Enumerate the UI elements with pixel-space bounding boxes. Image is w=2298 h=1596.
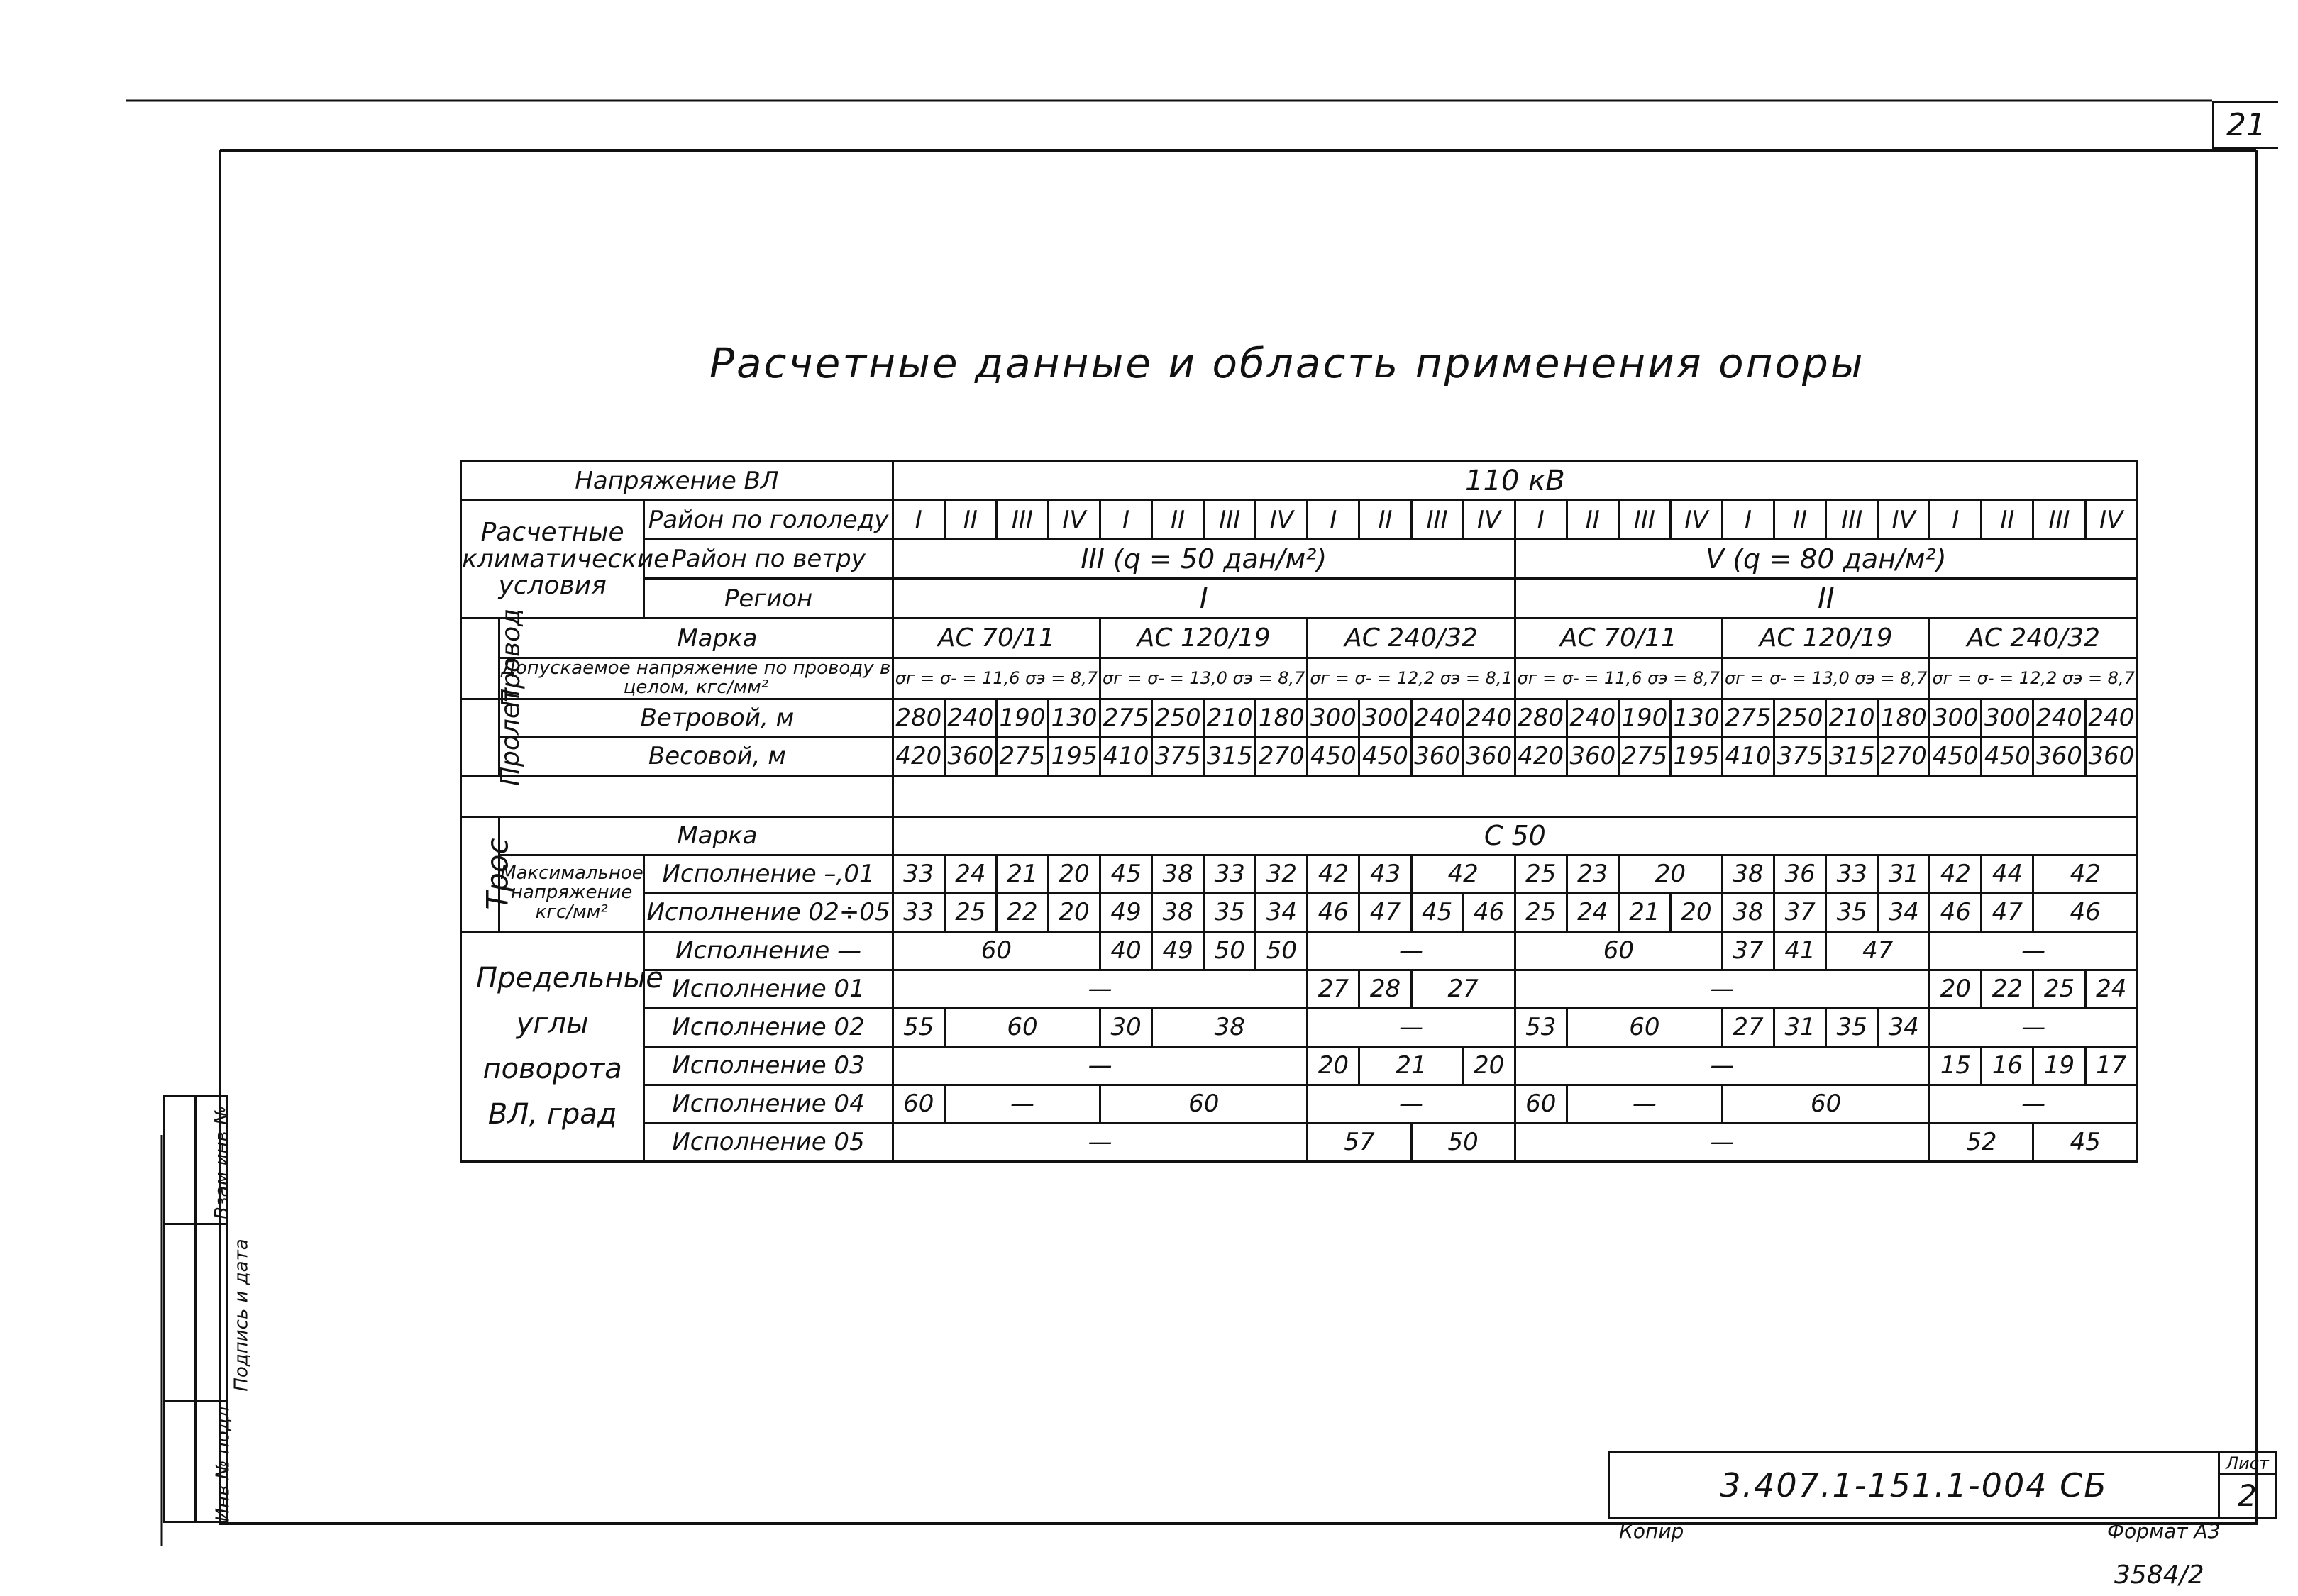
- angle-cell: 27: [1723, 1008, 1774, 1046]
- ice-region-cell: II: [1152, 501, 1204, 539]
- wire-mark: АС 120/19: [1100, 619, 1308, 658]
- region-1: I: [893, 579, 1515, 619]
- wind-region-1: III (q = 50 дан/м²): [893, 539, 1515, 579]
- exec-01-cell: 38: [1723, 855, 1774, 893]
- exec-02-cell: 22: [996, 893, 1048, 931]
- angle-cell: —: [893, 970, 1308, 1008]
- wind-span-cell: 240: [1463, 699, 1515, 737]
- wind-region-label: Район по ветру: [644, 539, 893, 579]
- exec-01-cell: 33: [1826, 855, 1878, 893]
- angle-cell: 60: [1723, 1085, 1930, 1123]
- side-cell: [196, 1224, 227, 1402]
- angle-row-label: Исполнение 02: [644, 1008, 893, 1046]
- exec-02-cell: 47: [1982, 893, 2033, 931]
- cable-mark-label: Марка: [499, 816, 893, 855]
- wire-label: Провод: [497, 609, 526, 709]
- exec-01-cell: 42: [1411, 855, 1515, 893]
- angle-cell: —: [944, 1085, 1100, 1123]
- exec-01-cell: 42: [1308, 855, 1359, 893]
- side-label: Инв № подл: [212, 1406, 234, 1522]
- ice-region-cell: I: [1515, 501, 1567, 539]
- weight-span-cell: 410: [1723, 737, 1774, 775]
- ice-region-cell: IV: [1048, 501, 1100, 539]
- angle-cell: 27: [1308, 970, 1359, 1008]
- exec-02-cell: 25: [1515, 893, 1567, 931]
- ice-region-cell: I: [1308, 501, 1359, 539]
- stress-label: Допускаемое напряжение по проводу в целом, кгс/мм²: [499, 658, 893, 699]
- angle-row-3: [461, 1046, 2138, 1085]
- weight-span-cell: 315: [1826, 737, 1878, 775]
- exec-01-cell: 42: [1930, 855, 1982, 893]
- angle-cell: 20: [1463, 1046, 1515, 1085]
- angle-cell: 50: [1204, 931, 1256, 970]
- angle-row-2: [461, 1008, 2138, 1046]
- doc-code: 3.407.1-151.1-004 СБ: [1609, 1453, 2219, 1518]
- ice-region-cell: I: [1100, 501, 1152, 539]
- wind-span-cell: 280: [1515, 699, 1567, 737]
- weight-span-cell: 450: [1359, 737, 1411, 775]
- exec-02-cell: 46: [1463, 893, 1515, 931]
- exec-01-cell: 36: [1774, 855, 1826, 893]
- angle-row-label: Исполнение —: [644, 931, 893, 970]
- ice-region-cell: II: [1567, 501, 1618, 539]
- weight-span-cell: 275: [1618, 737, 1670, 775]
- title-block: [1608, 1451, 2277, 1519]
- angle-cell: —: [893, 1123, 1308, 1161]
- angles-label: Предельные углы поворота ВЛ, град: [461, 931, 644, 1161]
- exec-02-cell: 20: [1048, 893, 1100, 931]
- angle-cell: 20: [1308, 1046, 1359, 1085]
- angle-cell: 50: [1411, 1123, 1515, 1161]
- wind-span-cell: 180: [1256, 699, 1308, 737]
- angle-cell: —: [1930, 1085, 2138, 1123]
- angle-cell: —: [1567, 1085, 1722, 1123]
- angle-cell: —: [1515, 970, 1930, 1008]
- wind-span-cell: 300: [1930, 699, 1982, 737]
- weight-span-cell: 360: [2033, 737, 2085, 775]
- angle-row-label: Исполнение 03: [644, 1046, 893, 1085]
- wire-mark-label: Марка: [499, 619, 893, 658]
- angle-row-0: [461, 931, 2138, 970]
- angle-cell: 60: [893, 931, 1100, 970]
- exec-02-cell: 20: [1670, 893, 1722, 931]
- cable-mark: С 50: [893, 816, 2137, 855]
- angle-cell: —: [1308, 1085, 1515, 1123]
- angle-cell: 24: [2085, 970, 2137, 1008]
- angle-cell: 47: [1826, 931, 1930, 970]
- ice-region-cell: III: [1204, 501, 1256, 539]
- ice-region-cell: III: [1618, 501, 1670, 539]
- ice-region-cell: II: [944, 501, 996, 539]
- exec-01-cell: 33: [1204, 855, 1256, 893]
- exec-02-cell: 37: [1774, 893, 1826, 931]
- wire-mark-row: [461, 619, 2138, 658]
- weight-span-cell: 270: [1878, 737, 1930, 775]
- angle-cell: 25: [2033, 970, 2085, 1008]
- exec-02-cell: 35: [1826, 893, 1878, 931]
- weight-span-cell: 360: [944, 737, 996, 775]
- stress-value: σг = σ- = 13,0 σэ = 8,7: [1723, 658, 1930, 699]
- side-cell: [165, 1402, 234, 1522]
- wind-span-label: Ветровой, м: [499, 699, 893, 737]
- wire-mark: АС 70/11: [1515, 619, 1722, 658]
- exec-01-cell: 38: [1152, 855, 1204, 893]
- ice-region-cell: I: [1930, 501, 1982, 539]
- stress-value: σг = σ- = 11,6 σэ = 8,7: [1515, 658, 1722, 699]
- max-stress-label: Максимальное напряжение кгс/мм²: [499, 855, 644, 931]
- stress-value: σг = σ- = 12,2 σэ = 8,7: [1930, 658, 2138, 699]
- side-label: Подпись и дата: [231, 1238, 253, 1392]
- angle-cell: 60: [1515, 931, 1722, 970]
- stress-value: σг = σ- = 12,2 σэ = 8,1: [1308, 658, 1515, 699]
- exec-02-cell: 35: [1204, 893, 1256, 931]
- exec-02-cell: 38: [1723, 893, 1774, 931]
- weight-span-cell: 420: [1515, 737, 1567, 775]
- wind-span-cell: 240: [2085, 699, 2137, 737]
- exec-01-row: [461, 855, 2138, 893]
- wind-span-cell: 300: [1982, 699, 2033, 737]
- sheet-label: Лист: [2219, 1453, 2276, 1474]
- exec-01-cell: 24: [944, 855, 996, 893]
- weight-span-row: [461, 737, 2138, 775]
- angle-cell: 57: [1308, 1123, 1411, 1161]
- angle-cell: 21: [1359, 1046, 1463, 1085]
- stamp-format: Формат А3: [2107, 1519, 2221, 1543]
- page-title: Расчетные данные и область применения опоры: [709, 339, 1865, 387]
- exec-02-cell: 24: [1567, 893, 1618, 931]
- angle-cell: 45: [2033, 1123, 2138, 1161]
- angle-cell: 53: [1515, 1008, 1567, 1046]
- weight-span-cell: 195: [1048, 737, 1100, 775]
- stress-value: σг = σ- = 11,6 σэ = 8,7: [893, 658, 1100, 699]
- angle-cell: 28: [1359, 970, 1411, 1008]
- voltage-row: [461, 461, 2138, 501]
- cable-group-label: [461, 816, 515, 931]
- wind-span-cell: 130: [1670, 699, 1722, 737]
- ice-region-cell: II: [1359, 501, 1411, 539]
- ice-region-cell: II: [1774, 501, 1826, 539]
- ice-region-cell: I: [893, 501, 944, 539]
- wind-span-cell: 240: [944, 699, 996, 737]
- wire-stress-row: [461, 658, 2138, 699]
- angle-cell: 50: [1256, 931, 1308, 970]
- angle-cell: 16: [1982, 1046, 2033, 1085]
- weight-span-cell: 360: [2085, 737, 2137, 775]
- wire-mark: АС 240/32: [1308, 619, 1515, 658]
- exec-01-cell: 42: [2033, 855, 2138, 893]
- weight-span-cell: 270: [1256, 737, 1308, 775]
- angle-cell: 19: [2033, 1046, 2085, 1085]
- exec-01-cell: 31: [1878, 855, 1930, 893]
- weight-span-cell: 410: [1100, 737, 1152, 775]
- angle-cell: 35: [1826, 1008, 1878, 1046]
- ice-region-cell: III: [996, 501, 1048, 539]
- ice-region-cell: I: [1723, 501, 1774, 539]
- exec-02-cell: 46: [1308, 893, 1359, 931]
- weight-span-cell: 375: [1774, 737, 1826, 775]
- angle-cell: 22: [1982, 970, 2033, 1008]
- weight-span-cell: 315: [1204, 737, 1256, 775]
- wind-span-cell: 190: [1618, 699, 1670, 737]
- exec-01-cell: 32: [1256, 855, 1308, 893]
- ice-region-cell: III: [2033, 501, 2085, 539]
- wire-mark: АС 70/11: [893, 619, 1100, 658]
- ice-region-row: [461, 501, 2138, 539]
- angle-cell: 60: [944, 1008, 1100, 1046]
- ice-region-cell: III: [1411, 501, 1463, 539]
- wind-span-cell: 275: [1723, 699, 1774, 737]
- weight-span-cell: 275: [996, 737, 1048, 775]
- angle-cell: 37: [1723, 931, 1774, 970]
- page-number: 21: [2212, 101, 2278, 149]
- region-row: [461, 579, 2138, 619]
- stamp-inventory: 3584/2: [2114, 1561, 2204, 1590]
- exec-02-cell: 33: [893, 893, 944, 931]
- ice-region-cell: IV: [1878, 501, 1930, 539]
- angle-cell: 41: [1774, 931, 1826, 970]
- angle-cell: —: [1515, 1046, 1930, 1085]
- exec-02-cell: 38: [1152, 893, 1204, 931]
- angle-cell: 49: [1152, 931, 1204, 970]
- region-label: Регион: [644, 579, 893, 619]
- wind-span-cell: 300: [1308, 699, 1359, 737]
- exec-02-cell: 34: [1878, 893, 1930, 931]
- angle-cell: 60: [893, 1085, 944, 1123]
- angle-cell: 20: [1930, 970, 1982, 1008]
- angle-row-4: [461, 1085, 2138, 1123]
- stress-value: σг = σ- = 13,0 σэ = 8,7: [1100, 658, 1308, 699]
- exec-02-cell: 47: [1359, 893, 1411, 931]
- cable-mark-row: [461, 816, 2138, 855]
- wind-span-cell: 300: [1359, 699, 1411, 737]
- angle-row-5: [461, 1123, 2138, 1161]
- side-strip: [163, 1095, 253, 1523]
- exec-01-cell: 45: [1100, 855, 1152, 893]
- exec-01-cell: 43: [1359, 855, 1411, 893]
- angle-cell: —: [1308, 1008, 1515, 1046]
- ice-region-cell: II: [1982, 501, 2033, 539]
- angle-cell: 40: [1100, 931, 1152, 970]
- angle-cell: 52: [1930, 1123, 2033, 1161]
- wind-span-cell: 275: [1100, 699, 1152, 737]
- wind-span-cell: 130: [1048, 699, 1100, 737]
- angle-cell: 17: [2085, 1046, 2137, 1085]
- angle-cell: —: [1930, 931, 2138, 970]
- weight-span-label: Весовой, м: [499, 737, 893, 775]
- wire-mark: АС 120/19: [1723, 619, 1930, 658]
- exec-02-cell: 34: [1256, 893, 1308, 931]
- wind-span-cell: 240: [1567, 699, 1618, 737]
- angle-cell: —: [1930, 1008, 2138, 1046]
- voltage-label: Напряжение ВЛ: [461, 461, 893, 501]
- angle-row-1: [461, 970, 2138, 1008]
- region-2: II: [1515, 579, 2137, 619]
- side-cell: [165, 1097, 233, 1224]
- angle-cell: 38: [1152, 1008, 1308, 1046]
- exec-01-cell: 20: [1618, 855, 1722, 893]
- angle-cell: 15: [1930, 1046, 1982, 1085]
- angle-cell: 31: [1774, 1008, 1826, 1046]
- exec-02-cell: 25: [944, 893, 996, 931]
- ice-region-cell: IV: [1256, 501, 1308, 539]
- weight-span-cell: 375: [1152, 737, 1204, 775]
- exec-01-label: Исполнение –,01: [644, 855, 893, 893]
- angle-cell: 60: [1567, 1008, 1722, 1046]
- angle-cell: 27: [1411, 970, 1515, 1008]
- wind-span-cell: 180: [1878, 699, 1930, 737]
- exec-01-cell: 23: [1567, 855, 1618, 893]
- spacer-cell: [893, 775, 2137, 816]
- voltage-value: 110 кВ: [893, 461, 2137, 501]
- exec-01-cell: 25: [1515, 855, 1567, 893]
- angle-cell: —: [1308, 931, 1515, 970]
- angle-cell: 34: [1878, 1008, 1930, 1046]
- angle-cell: 60: [1515, 1085, 1567, 1123]
- cable-label: Трос: [480, 838, 515, 910]
- sheet-number: 2: [2219, 1474, 2276, 1518]
- wind-span-cell: 240: [1411, 699, 1463, 737]
- wind-region-2: V (q = 80 дан/м²): [1515, 539, 2137, 579]
- wind-span-cell: 250: [1774, 699, 1826, 737]
- weight-span-cell: 420: [893, 737, 944, 775]
- spacer-cell: [461, 775, 893, 816]
- ice-region-cell: IV: [2085, 501, 2137, 539]
- wind-span-cell: 210: [1826, 699, 1878, 737]
- ice-region-cell: IV: [1670, 501, 1722, 539]
- weight-span-cell: 195: [1670, 737, 1722, 775]
- exec-01-cell: 44: [1982, 855, 2033, 893]
- exec-02-label: Исполнение 02÷05: [644, 893, 893, 931]
- wind-span-cell: 280: [893, 699, 944, 737]
- exec-02-cell: 45: [1411, 893, 1463, 931]
- span-label: Пролет: [496, 688, 526, 787]
- wire-group-label: [461, 609, 526, 709]
- wind-region-row: [461, 539, 2138, 579]
- exec-01-cell: 33: [893, 855, 944, 893]
- ice-region-cell: III: [1826, 501, 1878, 539]
- angle-cell: 30: [1100, 1008, 1152, 1046]
- climate-label: Расчетные климатические условия: [461, 501, 644, 619]
- ice-region-label: Район по гололеду: [644, 501, 893, 539]
- angle-cell: 60: [1100, 1085, 1308, 1123]
- wind-span-cell: 240: [2033, 699, 2085, 737]
- spacer-row: [461, 775, 2138, 816]
- stamp-copy: Копир: [1619, 1519, 1684, 1543]
- weight-span-cell: 450: [1930, 737, 1982, 775]
- angle-cell: —: [1515, 1123, 1930, 1161]
- exec-02-cell: 49: [1100, 893, 1152, 931]
- exec-02-cell: 21: [1618, 893, 1670, 931]
- exec-02-cell: 46: [1930, 893, 1982, 931]
- angle-row-label: Исполнение 04: [644, 1085, 893, 1123]
- exec-01-cell: 20: [1048, 855, 1100, 893]
- exec-02-row: [461, 893, 2138, 931]
- side-cell: [165, 1224, 253, 1402]
- ice-region-cell: IV: [1463, 501, 1515, 539]
- side-label: Взам инв №: [211, 1105, 233, 1219]
- weight-span-cell: 360: [1463, 737, 1515, 775]
- data-table: [460, 460, 2138, 1163]
- angle-cell: —: [893, 1046, 1308, 1085]
- weight-span-cell: 450: [1982, 737, 2033, 775]
- weight-span-cell: 360: [1411, 737, 1463, 775]
- exec-02-cell: 46: [2033, 893, 2138, 931]
- wire-mark: АС 240/32: [1930, 619, 2138, 658]
- wind-span-row: [461, 699, 2138, 737]
- wind-span-cell: 210: [1204, 699, 1256, 737]
- span-group-label: [461, 688, 526, 787]
- angle-row-label: Исполнение 01: [644, 970, 893, 1008]
- exec-01-cell: 21: [996, 855, 1048, 893]
- wind-span-cell: 190: [996, 699, 1048, 737]
- angle-cell: 55: [893, 1008, 944, 1046]
- weight-span-cell: 450: [1308, 737, 1359, 775]
- weight-span-cell: 360: [1567, 737, 1618, 775]
- angle-row-label: Исполнение 05: [644, 1123, 893, 1161]
- wind-span-cell: 250: [1152, 699, 1204, 737]
